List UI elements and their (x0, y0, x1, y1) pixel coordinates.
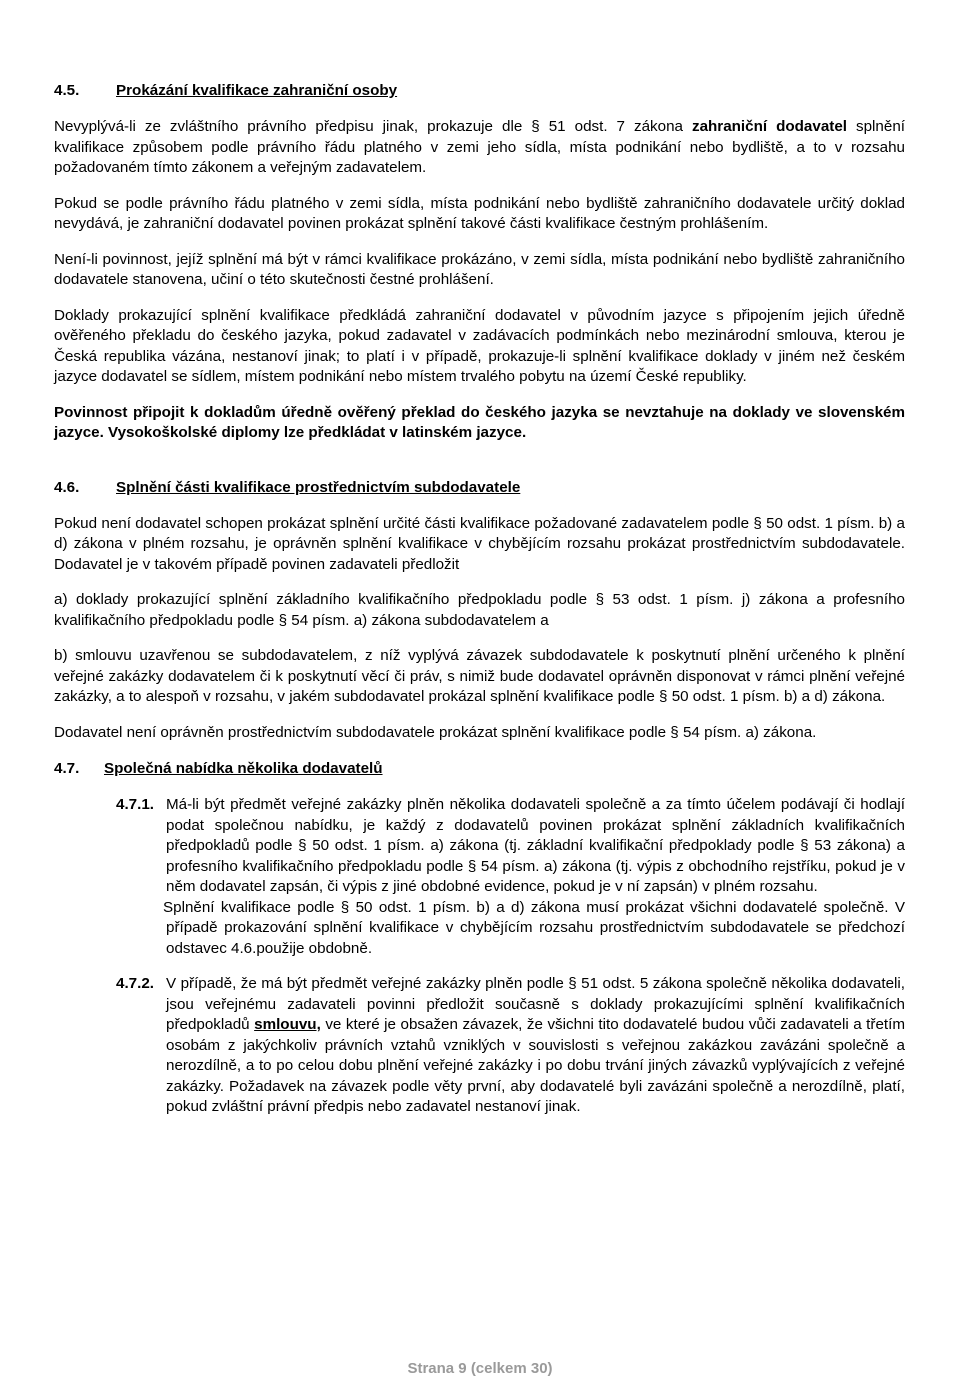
paragraph: Pokud se podle právního řádu platného v zemi sídla, místa podnikání nebo bydliště zahraničního dodavatele určitý doklad nevydává, je zahraniční dodavatel povinen prokázat splnění takové části kvalifikace čestným prohlášením. (54, 194, 905, 232)
subsection-4-7-1 (116, 795, 905, 959)
paragraph: Doklady prokazující splnění kvalifikace předkládá zahraniční dodavatel v původním jazyce s připojením jejich úředně ověřeného překladu do českého jazyka, pokud zadavatel v zadávacích podmínkách nebo mezinárodní smlouva, kterou je Česká republika vázána, nestanoví jinak; to platí i v případě, prokazuje-li splnění kvalifikace doklady v jiném než českém jazyce dodavatel se sídlem, místem podnikání nebo místem trvalého pobytu na území České republiky. (54, 306, 905, 385)
paragraph: Pokud není dodavatel schopen prokázat splnění určité části kvalifikace požadované zadavatelem podle § 50 odst. 1 písm. b) a d) zákona v plném rozsahu, je oprávněn splnění kvalifikace v chybějícím rozsahu prokázat prostřednictvím subdodavatele. Dodavatel je v takovém případě povinen zadavateli předložit (54, 514, 905, 573)
section-title: Splnění části kvalifikace prostřednictvím subdodavatele (116, 478, 521, 496)
subsection-number: 4.7.2. (116, 975, 154, 992)
page-footer: Strana 9 (celkem 30) (407, 1360, 553, 1377)
section-title: Prokázání kvalifikace zahraniční osoby (116, 82, 398, 99)
paragraph: a) doklady prokazující splnění základního kvalifikačního předpokladu podle § 53 odst. 1 písm. j) zákona a profesního kvalifikačního předpokladu podle § 54 písm. a) zákona subdodavatelem a (54, 591, 905, 629)
section-heading-4-5 (54, 80, 905, 102)
subsection-4-7-2 (116, 974, 905, 1118)
paragraph: b) smlouvu uzavřenou se subdodavatelem, z níž vyplývá závazek subdodavatele k poskytnutí plnění určeného k plnění veřejné zakázky dodavatelem či k poskytnutí věcí či práv, s nimiž bude dodavatel oprávněn disponovat v rámci plnění veřejné zakázky, a to alespoň v rozsahu, v jakém subdodavatel prokázal splnění kvalifikace podle § 50 odst. 1 písm. b) a d) zákona. (54, 647, 905, 705)
section-heading-4-7 (54, 758, 905, 780)
bold-paragraph: Povinnost připojit k dokladům úředně ověřený překlad do českého jazyka se nevztahuje na doklady ve slovenském jazyce. Vysokoškolské diplomy lze předkládat v latinském jazyce. (54, 403, 905, 441)
paragraph: Nevyplývá-li ze zvláštního právního předpisu jinak, prokazuje dle § 51 odst. 7 zákona zahraniční dodavatel splnění kvalifikace způsobem podle právního řádu platného v zemi jeho sídla, místa podnikání nebo bydliště, a to v rozsahu požadovaném tímto zákonem a veřejným zadavatelem. (54, 118, 905, 176)
section-title: Společná nabídka několika dodavatelů (104, 760, 383, 777)
document-page (54, 80, 905, 1133)
section-number: 4.6. (54, 478, 80, 496)
section-heading-4-6 (54, 477, 905, 499)
section-number: 4.5. (54, 82, 80, 99)
subsection-text: V případě, že má být předmět veřejné zakázky plněn podle § 51 odst. 5 zákona společně několika dodavateli, jsou veřejnému zadavateli povinni předložit současně s doklady prokazujícími splnění kvalifikačních předpokladů smlouvu, ve které je obsažen závazek, že všichni tito dodavatelé budou vůči zadavateli a třetím osobám z jakýchkoliv právních vztahů vzniklých v souvislosti s veřejnou zakázkou zavázáni společně a nerozdílně, a to po celou dobu plnění veřejné zakázky i po dobu trvání jiných závazků vyplývajících z veřejné zakázky. Požadavek na závazek podle věty první, aby dodavatelé byli zavázáni společně a nerozdílně, platí, pokud zvláštní právní předpis nebo zadavatel nestanoví jinak. (166, 975, 905, 1115)
subsection-text: Má-li být předmět veřejné zakázky plněn několika dodavateli společně a za tímto účelem podávají či hodlají podat společnou nabídku, je každý z dodavatelů povinen prokázat splnění základních kvalifikačních předpokladů podle § 50 odst. 1 písm. a) zákona (tj. základní kvalifikační předpoklady podle § 53 zákona) a profesního kvalifikačního předpokladu podle § 54 písm. a) zákona (tj. výpis z obchodního rejstříku, pokud je v něm dodavatel zapsán, či výpis z jiné obdobné evidence, pokud je v ní zapsán) v plném rozsahu. Splnění kvalifikace podle § 50 odst. 1 písm. b) a d) zákona musí prokázat všichni dodavatelé společně. V případě prokazování splnění kvalifikace v chybějícím rozsahu prostřednictvím subdodavatele se předchozí odstavec 4.6.použije obdobně. (166, 795, 905, 959)
section-number: 4.7. (54, 760, 80, 777)
subsection-number: 4.7.1. (116, 796, 154, 813)
paragraph: Dodavatel není oprávněn prostřednictvím subdodavatele prokázat splnění kvalifikace podle § 54 písm. a) zákona. (54, 723, 817, 741)
paragraph: Není-li povinnost, jejíž splnění má být v rámci kvalifikace prokázáno, v zemi sídla, místa podnikání nebo bydliště zahraničního dodavatele stanovena, učiní o této skutečnosti čestné prohlášení. (54, 250, 905, 288)
subsection-paragraph: Splnění kvalifikace podle § 50 odst. 1 písm. b) a d) zákona musí prokázat všichni dodavatelé společně. V případě prokazování splnění kvalifikace v chybějícím rozsahu prostřednictvím subdodavatele se předchozí odstavec 4.6.použije obdobně. (163, 898, 905, 957)
